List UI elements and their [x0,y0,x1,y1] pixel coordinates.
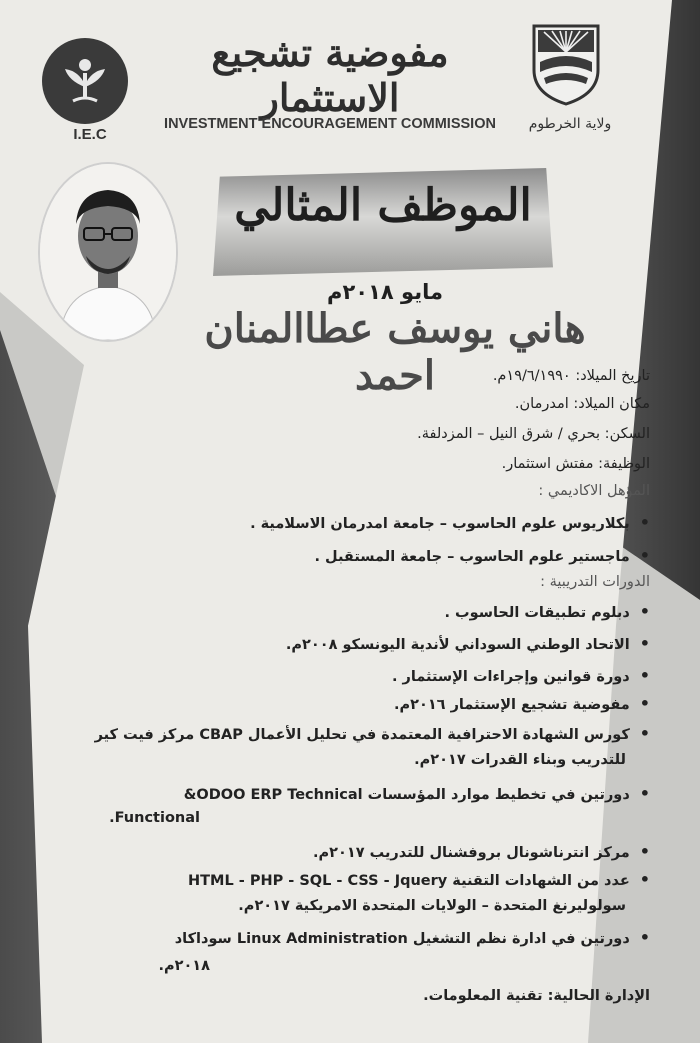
course-item: • مفوضية تشجيع الإستثمار ٢٠١٦م. [394,694,650,713]
intl-center-course: • مركز انترناشونال بروفشنال للتدريب ٢٠١٧م. [313,842,650,861]
linux-course-line2: ٢٠١٨م. [158,958,210,974]
iec-abbrev: I.E.C [73,126,107,143]
person-portrait-icon [40,164,176,340]
state-name: ولاية الخرطوم [528,116,612,132]
org-name-arabic: مفوضية تشجيع الاستثمار [211,30,449,120]
odoo-course-line2: Functional. [109,810,200,826]
courses-heading: الدورات التدريبية : [540,574,650,590]
academic-item: • ماجستير علوم الحاسوب – جامعة المستقبل . [315,546,651,565]
birth-place: مكان الميلاد: امدرمان. [514,396,650,412]
odoo-course-line1: • دورتين في تخطيط موارد المؤسسات ODOO ERP Technical& [184,784,650,803]
course-item: • دورة قوانين وإجراءات الإستثمار . [392,666,650,685]
tech-certs-line1: • عدد من الشهادات التقنية HTML - PHP - SQL - CSS - Jquery [188,870,650,889]
iec-logo [42,38,128,124]
employee-photo [38,162,178,342]
banner-title: الموظف المثالي [234,180,532,231]
course-item: • دبلوم تطبيقات الحاسوب . [445,602,651,621]
residence: السكن: بحري / شرق النيل – المزدلفة. [417,426,650,442]
academic-item: • بكلاريوس علوم الحاسوب – جامعة امدرمان الاسلامية . [250,513,650,532]
employee-name: هاني يوسف عطاالمنان احمد [204,305,586,399]
cbap-course-line1: • كورس الشهادة الاحترافية المعتمدة في تحليل الأعمال CBAP مركز فيت كير [95,724,650,743]
course-item: • الاتحاد الوطني السوداني لأندية اليونسكو ٢٠٠٨م. [286,634,650,653]
plant-icon [55,51,115,111]
current-department: الإدارة الحالية: تقنية المعلومات. [423,988,650,1004]
linux-course-line1: • دورتين في ادارة نظم التشغيل Linux Administration سوداكاد [175,928,650,947]
tech-certs-line2: سولوليرنغ المتحدة – الولايات المتحدة الامريكية ٢٠١٧م. [238,898,626,914]
job-title: الوظيفة: مفتش استثمار. [501,456,650,472]
khartoum-state-crest-icon [530,22,602,106]
cbap-course-line2: للتدريب وبناء القدرات ٢٠١٧م. [414,752,626,768]
academic-heading: المؤهل الاكاديمي : [538,483,650,499]
org-name-english: INVESTMENT ENCOURAGEMENT COMMISSION [164,116,496,132]
birth-date: تاريخ الميلاد: ١٩/٦/١٩٩٠م. [492,368,650,384]
award-date: مايو ٢٠١٨م [327,280,443,304]
